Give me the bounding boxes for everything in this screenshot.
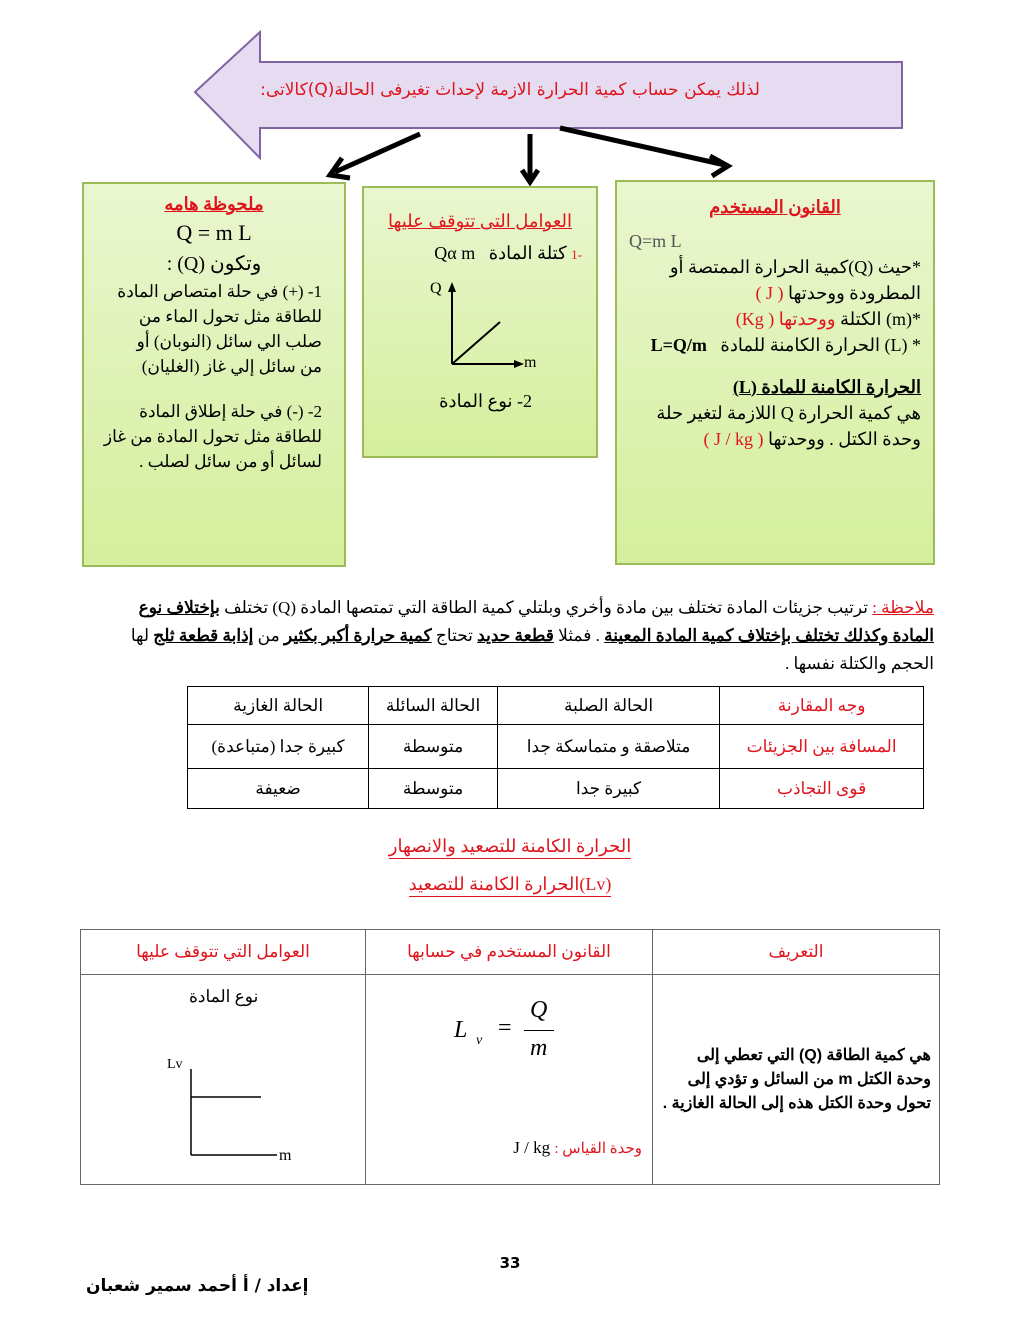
note-label: ملاحظة : <box>872 598 934 617</box>
factor-text: نوع المادة <box>189 987 259 1006</box>
text: . فمثلا <box>553 626 605 645</box>
formula-sub: v <box>476 1033 483 1048</box>
page-number: 33 <box>499 1254 521 1272</box>
note-item-1: 1- (+) في حلة امتصاص المادة للطاقة مثل تحول الماء من صلب الي سائل (النوبان) أو من سائل إلي غاز (الغليان) <box>117 282 322 376</box>
latent-formula: L=Q/m <box>650 335 707 355</box>
latent-heat-table <box>80 929 940 1185</box>
table-cell: متلاصقة و متماسكة جدا <box>497 725 719 769</box>
def-title: الحرارة الكامنة للمادة (L) <box>732 377 921 397</box>
definition-cell: هي كمية الطاقة (Q) التي تعطي إلى وحدة الكتل m من السائل و تؤدي إلى تحول وحدة الكتل هذه إلى الحالة الغازية . <box>653 975 940 1185</box>
table-cell: كبيرة جدا <box>497 769 719 809</box>
formula-num: Q <box>530 997 548 1023</box>
unit-value: J / kg <box>513 1138 551 1157</box>
unit-j: ( J ) <box>755 283 784 303</box>
banner-arrow <box>190 30 910 190</box>
table-row <box>188 769 924 809</box>
section-title-container <box>0 836 1020 857</box>
note-title: ملحوظة هامه <box>164 194 264 214</box>
table-cell: قوى التجاذب <box>720 769 924 809</box>
table-header: الحالة السائلة <box>369 687 498 725</box>
graph-x-label: m <box>279 1147 292 1164</box>
table-header: وجه المقارنة <box>720 687 924 725</box>
table-cell: المسافة بين الجزيئات <box>720 725 924 769</box>
table-header: القانون المستخدم في حسابها <box>366 930 653 975</box>
table-cell: كبيرة جدا (متباعدة) <box>188 725 369 769</box>
factor-type: 2- نوع المادة <box>439 391 532 411</box>
section-subtitle-container <box>0 874 1020 895</box>
law-box <box>615 180 935 565</box>
text: ترتيب جزيئات المادة تختلف بين مادة وأخري وبلتلي كمية الطاقة التي تمتصها المادة (Q) تختلف <box>219 598 868 617</box>
formula-den: m <box>530 1035 548 1061</box>
formula-cell <box>366 975 653 1185</box>
table-header: الحالة الغازية <box>188 687 369 725</box>
factors-cell <box>81 975 366 1185</box>
factor-mass: كتلة المادة <box>488 243 567 263</box>
lv-m-graph <box>181 1065 291 1165</box>
table-cell: ضعيفة <box>188 769 369 809</box>
formula-lhs: L <box>454 1017 468 1043</box>
note-formula: Q = m L <box>176 220 252 245</box>
graph-x-label: m <box>524 354 537 371</box>
def-unit: ( J / kg ) <box>703 429 764 449</box>
graph-y-label: Q <box>430 280 442 297</box>
note-sub: وتكون (Q) : <box>166 253 262 275</box>
bold-text: بإختلاف نوع المادة وكذلك تختلف بإختلاف كمية المادة المعينة <box>138 598 934 645</box>
graph-y-label: Lv <box>167 1057 183 1072</box>
table-row <box>188 725 924 769</box>
text: من <box>253 626 284 645</box>
factors-title: العوامل التى تتوقف عليها <box>387 211 573 231</box>
latent-line: * (L) الحرارة الكامنة للمادة <box>720 335 921 355</box>
factors-box <box>362 186 598 458</box>
law-title: القانون المستخدم <box>709 197 841 217</box>
def-text: هي كمية الحرارة Q اللازمة لتغير حلة وحدة الكتل . ووحدتها <box>656 403 921 449</box>
bold-text: إذابة قطعة ثلج <box>153 626 254 645</box>
note-paragraph <box>104 594 934 678</box>
table-header: الحالة الصلبة <box>497 687 719 725</box>
text: لها الحجم والكتلة نفسها . <box>130 626 934 673</box>
bold-text: كمية حرارة أكبر بكثير <box>283 626 432 645</box>
unit-label: وحدة القياس : <box>554 1141 642 1157</box>
note-box <box>82 182 346 567</box>
bold-text: قطعة حديد <box>477 626 554 645</box>
note-item-2: 2- (-) في حلة إطلاق المادة للطاقة مثل تحول المادة من غاز لسائل أو من سائل لصلب . <box>103 402 322 471</box>
table-header: العوامل التي تتوقف عليها <box>81 930 366 975</box>
author-credit: إعداد / أ أحمد سمير شعبان <box>86 1276 309 1296</box>
banner-text: لذلك يمكن حساب كمية الحرارة الازمة لإحداث تغيرفى الحالة(Q)كالاتى: <box>260 80 760 100</box>
law-formula: Q=m L <box>629 231 682 251</box>
table-cell: متوسطة <box>369 725 498 769</box>
table-cell: متوسطة <box>369 769 498 809</box>
section-title: الحرارة الكامنة للتصعيد والانصهار <box>389 836 631 859</box>
table-row <box>188 687 924 725</box>
section-subtitle: الحرارة الكامنة للتصعيد(Lv) <box>409 874 612 897</box>
item-num: -1 <box>571 247 582 262</box>
comparison-table <box>187 686 924 809</box>
mass-unit: ووحدتها ( Kg) <box>735 309 836 329</box>
table-row <box>81 930 940 975</box>
table-row <box>81 975 940 1185</box>
text: تحتاج <box>431 626 478 645</box>
lv-formula: L v = Q m <box>454 997 594 1067</box>
factor-formula: Qα m <box>434 243 476 263</box>
mass-line: *(m) الكتلة <box>840 309 921 329</box>
law-line: *حيث (Q)كمية الحرارة الممتصة أو <box>669 257 921 277</box>
table-header: التعريف <box>653 930 940 975</box>
law-line: المطرودة ووحدتها <box>788 283 921 303</box>
